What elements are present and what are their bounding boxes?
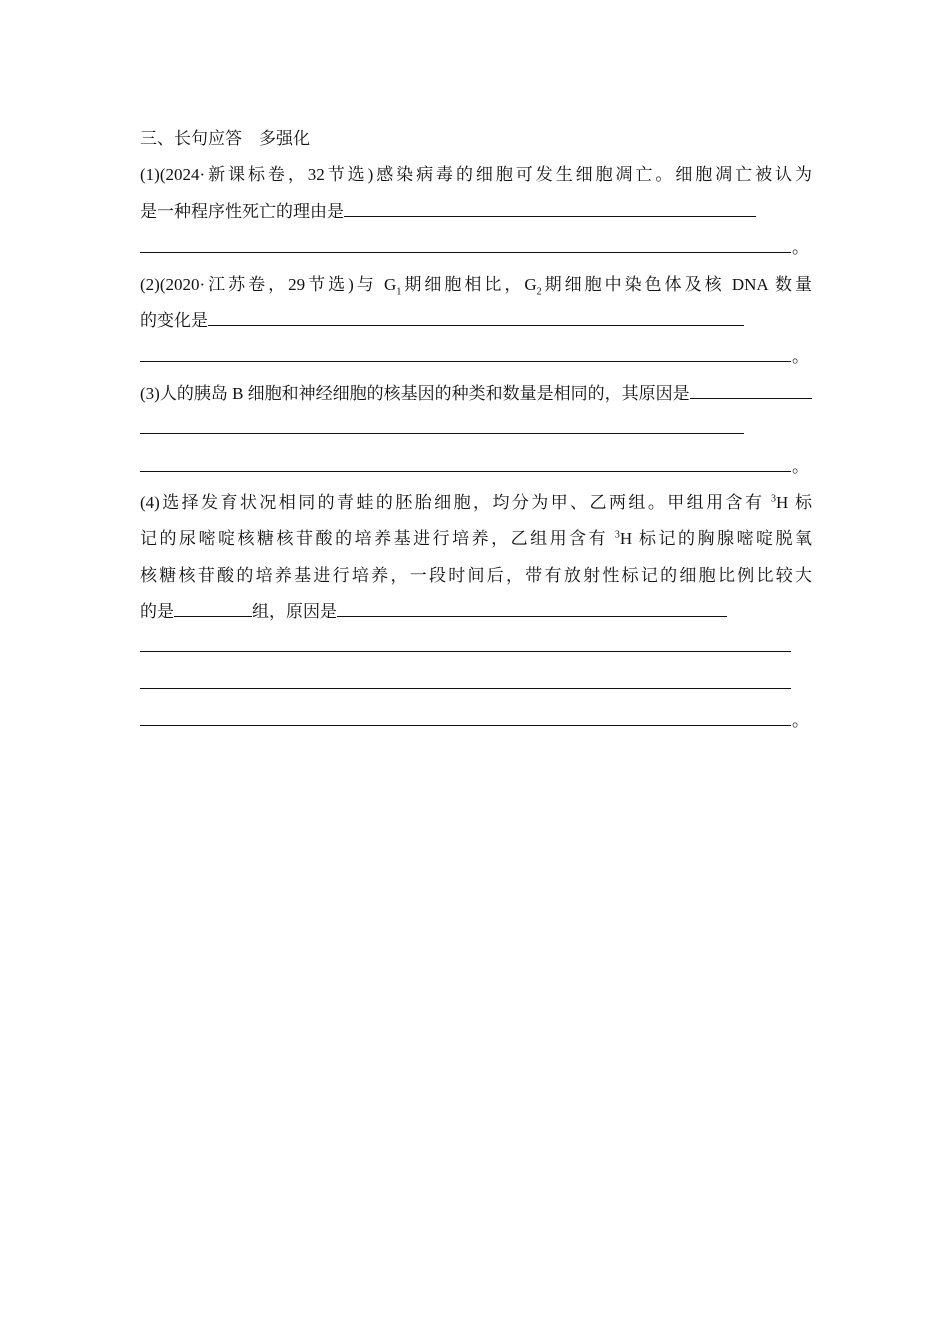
answer-blank[interactable] xyxy=(140,343,791,362)
question-4-line-2: 记的尿嘧啶核糖核苷酸的培养基进行培养，乙组用含有 $^3$H 标记的胸腺嘧啶脱氧 xyxy=(140,529,813,549)
question-1-line-1: (1)(2024·新课标卷，32节选)感染病毒的细胞可发生细胞凋亡。细胞凋亡被认为 xyxy=(140,165,812,185)
question-3-line-2 xyxy=(140,415,812,451)
answer-blank[interactable] xyxy=(140,633,791,652)
answer-blank[interactable] xyxy=(208,307,744,326)
question-4-line-6 xyxy=(140,670,812,706)
question-4-line-4: 的是 组，原因是 xyxy=(140,597,812,633)
section-heading-text: 三、长句应答 多强化 xyxy=(140,129,310,148)
question-3-line-1: (3)人的胰岛 B 细胞和神经细胞的核基因的种类和数量是相同的，其原因是 xyxy=(140,379,812,415)
answer-blank[interactable] xyxy=(344,198,756,217)
answer-blank[interactable] xyxy=(140,415,744,434)
question-4-line-1: (4)选择发育状况相同的青蛙的胚胎细胞，均分为甲、乙两组。甲组用含有 $^3$H 标 xyxy=(140,492,812,512)
answer-blank[interactable] xyxy=(140,453,791,472)
question-1-line-3: 。 xyxy=(140,233,812,269)
answer-blank[interactable] xyxy=(337,598,727,617)
question-4 xyxy=(140,488,812,743)
question-3 xyxy=(140,379,812,488)
question-4-line-5 xyxy=(140,633,812,669)
question-3-line-3: 。 xyxy=(140,452,812,488)
question-2-line-3: 。 xyxy=(140,342,812,378)
answer-blank[interactable] xyxy=(690,380,812,399)
worksheet-page xyxy=(140,124,812,743)
answer-blank[interactable] xyxy=(140,234,791,253)
section-heading xyxy=(140,124,812,160)
question-4-line-7: 。 xyxy=(140,706,812,742)
question-1 xyxy=(140,160,812,269)
question-4-line-3: 核糖核苷酸的培养基进行培养，一段时间后，带有放射性标记的细胞比例比较大 xyxy=(140,565,812,585)
group-answer-blank[interactable] xyxy=(174,598,252,617)
answer-blank[interactable] xyxy=(140,670,791,689)
answer-blank[interactable] xyxy=(140,707,791,726)
question-2-line-1: (2)(2020·江苏卷，29节选)与 $G_1$期细胞相比，$G_2$期细胞中染色体及核 DNA 数量 xyxy=(140,274,812,297)
question-1-line-2: 是一种程序性死亡的理由是 xyxy=(140,197,812,233)
question-2 xyxy=(140,270,812,379)
question-2-line-2: 的变化是 xyxy=(140,306,812,342)
